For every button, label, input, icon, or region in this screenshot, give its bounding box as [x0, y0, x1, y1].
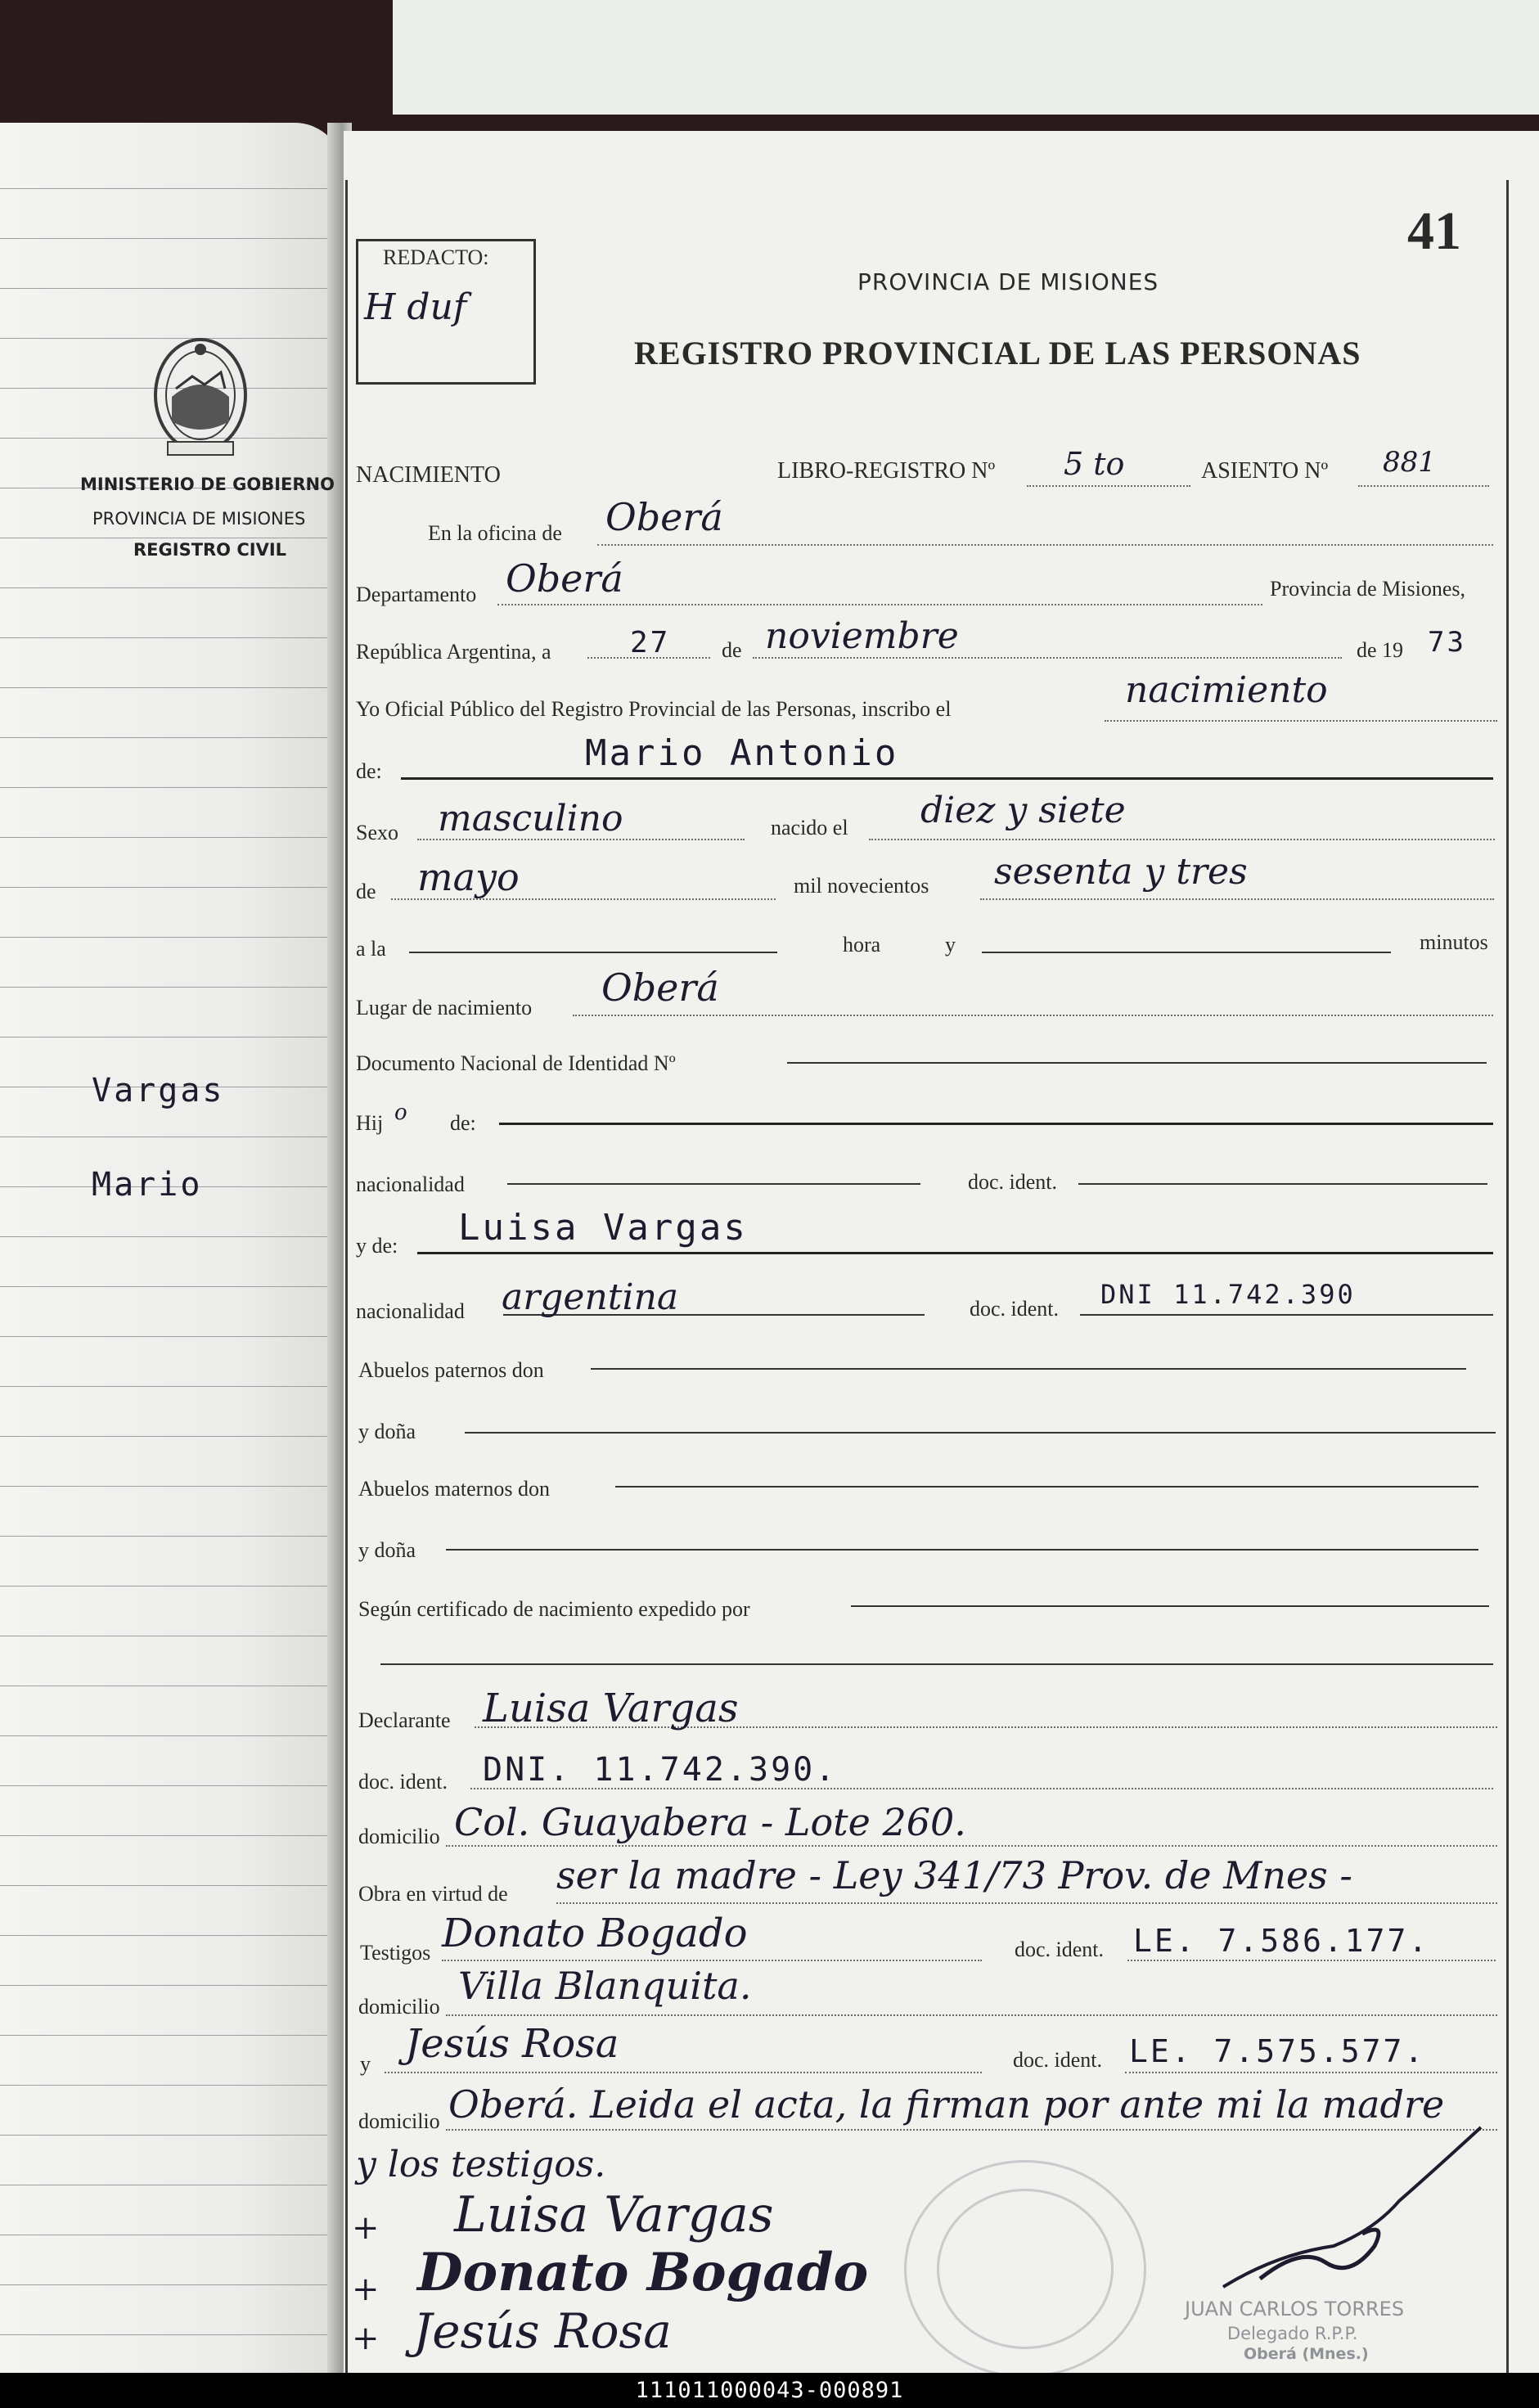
year-value: 73: [1428, 626, 1466, 659]
libro-label: LIBRO-REGISTRO Nº: [777, 458, 996, 484]
nacido-line: [869, 839, 1495, 840]
doc4-value: LE. 7.586.177.: [1133, 1923, 1430, 1959]
officer-signature: [1211, 2123, 1497, 2299]
domicilio2-label: domicilio: [358, 1995, 440, 2019]
margin-surname: Vargas: [92, 1072, 225, 1109]
lugar-label: Lugar de nacimiento: [356, 996, 533, 1019]
provincia-label: Provincia de Misiones,: [1270, 577, 1466, 601]
abuelos-p-line: [591, 1368, 1466, 1370]
hora-label: hora: [843, 933, 881, 956]
domicilio2-value: Villa Blanquita.: [458, 1964, 752, 2008]
testigos-label: Testigos: [360, 1941, 431, 1965]
doc5-label: doc. ident.: [1013, 2048, 1103, 2072]
mil-label: mil novecientos: [794, 874, 929, 898]
officer-name: JUAN CARLOS TORRES: [1185, 2298, 1405, 2320]
footer-code: 111011000043-000891: [635, 2378, 904, 2403]
oficina-line: [597, 544, 1493, 546]
ydona1-label: y doña: [358, 1420, 416, 1443]
nacido-value: diez y siete: [920, 790, 1126, 831]
doc4-line: [1127, 1960, 1496, 1961]
segun-label: Según certificado de nacimiento expedido por: [358, 1597, 750, 1621]
next-sheet-edge: [393, 0, 1539, 115]
yde-label: y de:: [356, 1234, 398, 1258]
left-ruled-lines: [0, 139, 327, 2348]
doc1-label: doc. ident.: [968, 1170, 1058, 1194]
hora-line: [409, 952, 777, 953]
ala-label: a la: [356, 937, 386, 961]
margin-registry: REGISTRO CIVIL: [133, 540, 287, 560]
oficina-value: Oberá: [605, 495, 723, 539]
obra-line: [556, 1902, 1497, 1904]
asiento-line: [1358, 485, 1489, 487]
header-title: REGISTRO PROVINCIAL DE LAS PERSONAS: [634, 335, 1361, 371]
record-type-label: NACIMIENTO: [356, 462, 501, 488]
doc2-label: doc. ident.: [970, 1297, 1060, 1321]
month2-value: mayo: [417, 855, 520, 899]
margin-ministry: MINISTERIO DE GOBIERNO: [80, 475, 335, 494]
nac1-line: [507, 1183, 920, 1185]
madre-value: Luisa Vargas: [458, 1207, 748, 1249]
name-line: [401, 777, 1493, 780]
margin-province: PROVINCIA DE MISIONES: [92, 509, 306, 529]
domicilio1-label: domicilio: [358, 1825, 440, 1848]
testigo1-value: Donato Bogado: [442, 1911, 748, 1956]
nac1-label: nacionalidad: [356, 1172, 465, 1196]
cross-mark-3: +: [352, 2320, 380, 2357]
coat-of-arms-emblem: [143, 331, 258, 462]
header-province: PROVINCIA DE MISIONES: [857, 268, 1159, 295]
testigo1-line: [442, 1960, 982, 1961]
minutos-line: [982, 952, 1391, 953]
de-colon-label: de:: [356, 759, 382, 783]
departamento-label: Departamento: [356, 583, 477, 606]
domicilio1-line: [446, 1845, 1497, 1847]
cross-mark-2: +: [352, 2271, 380, 2308]
testigo2-value: Jesús Rosa: [405, 2021, 619, 2067]
doc2-line: [1080, 1314, 1493, 1316]
libro-value: 5 to: [1064, 446, 1125, 482]
minutos-label: minutos: [1420, 930, 1488, 954]
domicilio3-value: Oberá. Leida el acta, la firman por ante mi la madre: [448, 2082, 1445, 2127]
month-value: noviembre: [765, 615, 959, 657]
acto-value: nacimiento: [1125, 669, 1328, 711]
segun-line: [851, 1605, 1489, 1607]
acto-line: [1105, 720, 1497, 722]
year-label: de 19: [1357, 638, 1404, 662]
libro-line: [1027, 485, 1190, 487]
mil-line: [980, 898, 1494, 900]
y-label: y: [945, 933, 956, 956]
domicilio3-label: domicilio: [358, 2109, 440, 2133]
ydona2-line: [446, 1549, 1478, 1551]
lugar-value: Oberá: [601, 965, 719, 1010]
redacto-label: REDACTO:: [383, 245, 489, 269]
official-seal-inner: [937, 2189, 1114, 2349]
abuelos-m-line: [615, 1486, 1478, 1488]
signature-donato: Donato Bogado: [417, 2242, 869, 2303]
officer-place: Oberá (Mnes.): [1244, 2345, 1369, 2363]
declarante-label: Declarante: [358, 1708, 451, 1732]
cross-mark-1: +: [352, 2209, 380, 2247]
declarante-value: Luisa Vargas: [483, 1686, 739, 1731]
oficina-label: En la oficina de: [428, 521, 562, 545]
obra-label: Obra en virtud de: [358, 1882, 508, 1906]
asiento-value: 881: [1383, 446, 1436, 479]
abuelos-m-label: Abuelos maternos don: [358, 1477, 550, 1501]
de2-label: de: [356, 880, 376, 903]
domicilio1-value: Col. Guayabera - Lote 260.: [454, 1800, 966, 1844]
madre-line: [417, 1252, 1493, 1254]
hijo-label: Hij: [356, 1111, 384, 1135]
nac2-label: nacionalidad: [356, 1299, 465, 1323]
lugar-line: [573, 1015, 1493, 1016]
departamento-line: [497, 604, 1262, 605]
nac2-value: argentina: [502, 1276, 679, 1318]
testigo2-line: [385, 2072, 982, 2073]
sexo-label: Sexo: [356, 821, 398, 844]
asiento-label: ASIENTO Nº: [1201, 458, 1329, 484]
mil-value: sesenta y tres: [994, 851, 1248, 893]
doc3-label: doc. ident.: [358, 1770, 448, 1794]
redacto-value: H duf: [364, 286, 467, 328]
oficial-label: Yo Oficial Público del Registro Provincial de las Personas, inscribo el: [356, 697, 952, 721]
month-line: [753, 657, 1342, 659]
margin-given-name: Mario: [92, 1166, 203, 1204]
y2-label: y: [360, 2052, 371, 2076]
officer-title: Delegado R.P.P.: [1227, 2324, 1358, 2343]
ydona2-label: y doña: [358, 1538, 416, 1562]
obra-value: ser la madre - Ley 341/73 Prov. de Mnes -: [556, 1853, 1352, 1897]
nacido-label: nacido el: [771, 816, 848, 839]
doc4-label: doc. ident.: [1015, 1938, 1105, 1961]
hijo-de-label: de:: [450, 1111, 476, 1135]
dni-label: Documento Nacional de Identidad Nº: [356, 1051, 676, 1075]
doc2-value: DNI 11.742.390: [1100, 1279, 1356, 1310]
closing-value: y los testigos.: [356, 2144, 606, 2185]
segun-line-2: [380, 1663, 1493, 1665]
signature-luisa: Luisa Vargas: [454, 2186, 774, 2244]
doc1-line: [1078, 1183, 1487, 1185]
departamento-value: Oberá: [506, 556, 623, 601]
day-value: 27: [630, 626, 671, 659]
doc5-value: LE. 7.575.577.: [1129, 2033, 1426, 2069]
dni-line: [787, 1062, 1487, 1064]
padre-line: [499, 1123, 1493, 1125]
signature-jesus: Jesús Rosa: [413, 2303, 672, 2359]
domicilio2-line: [446, 2014, 1497, 2016]
doc5-line: [1125, 2072, 1497, 2073]
abuelos-p-label: Abuelos paternos don: [358, 1358, 544, 1382]
name-value: Mario Antonio: [585, 732, 899, 774]
doc3-value: DNI. 11.742.390.: [483, 1751, 838, 1789]
sexo-value: masculino: [438, 798, 623, 839]
de-label: de: [722, 638, 742, 662]
hijo-suffix: o: [394, 1100, 407, 1125]
page-number: 41: [1407, 201, 1461, 261]
ydona1-line: [465, 1432, 1496, 1434]
republica-label: República Argentina, a: [356, 640, 551, 664]
